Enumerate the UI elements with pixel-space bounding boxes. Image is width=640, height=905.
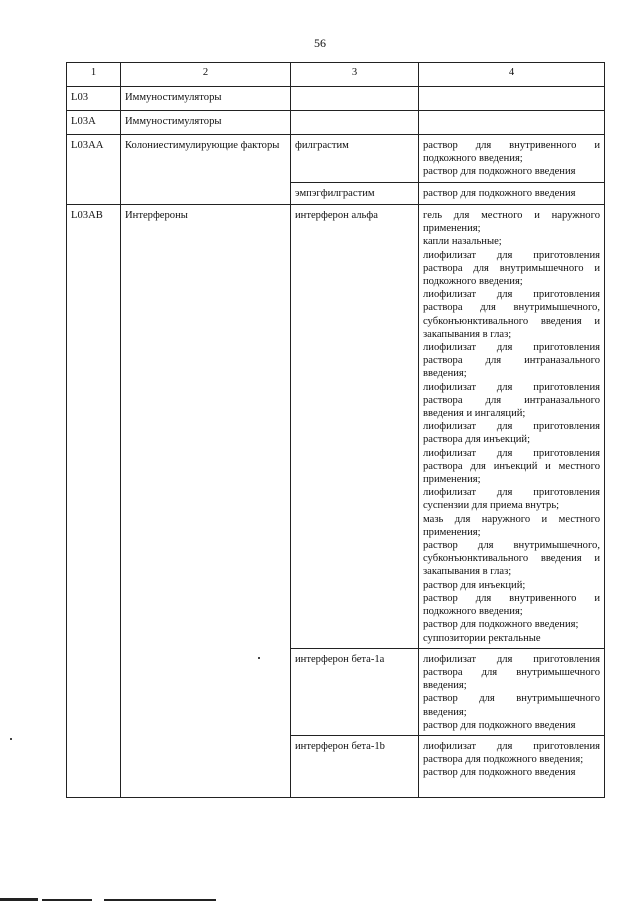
scan-dot — [10, 738, 12, 740]
dosage-form: лиофилизат для приготовления раствора для интраназального введения; — [423, 342, 600, 380]
column-header: 2 — [121, 63, 291, 87]
scan-artifact — [104, 899, 216, 901]
dosage-form: раствор для подкожного введения — [423, 719, 576, 731]
dosage-forms — [419, 648, 605, 735]
dosage-form: раствор для внутримышечного, субконъюнктивального введения и закапывания в глаз; — [423, 540, 600, 578]
table-header-row — [67, 63, 605, 87]
dosage-forms — [419, 735, 605, 797]
atc-code: L03A — [67, 111, 121, 135]
drug-name: интерферон альфа — [291, 205, 419, 649]
table-row — [67, 135, 605, 183]
dosage-form: раствор для внутривенного и подкожного введения; — [423, 140, 600, 165]
dosage-form: лиофилизат для приготовления раствора для интраназального введения и ингаляций; — [423, 381, 600, 420]
dosage-form: раствор для внутривенного и подкожного введения; — [423, 592, 600, 618]
group-name: Колониестимулирующие факторы — [121, 135, 291, 205]
group-name: Иммуностимуляторы — [121, 87, 291, 111]
dosage-forms — [419, 135, 605, 183]
dosage-form: раствор для внутримышечного введения; — [423, 693, 600, 718]
dosage-form: лиофилизат для приготовления раствора для инъекций; — [423, 421, 600, 446]
drug-table — [66, 62, 605, 798]
scan-artifact — [42, 899, 92, 901]
atc-code: L03AA — [67, 135, 121, 205]
dosage-form: лиофилизат для приготовления раствора для внутримышечного введения; — [423, 653, 600, 692]
table-row — [67, 205, 605, 649]
dosage-form: мазь для наружного и местного применения; — [423, 513, 600, 538]
dosage-form: лиофилизат для приготовления раствора для инъекций и местного применения; — [423, 447, 600, 486]
table-row — [67, 111, 605, 135]
dosage-forms — [419, 205, 605, 649]
dosage-form: лиофилизат для приготовления раствора для подкожного введения; — [423, 740, 600, 766]
drug-name: интерферон бета-1b — [291, 735, 419, 797]
page-number: 56 — [314, 36, 326, 50]
dosage-form: лиофилизат для приготовления суспензии для приема внутрь; — [423, 487, 600, 512]
dosage-forms — [419, 87, 605, 111]
drug-name — [291, 87, 419, 111]
dosage-form: раствор для инъекций; — [423, 579, 526, 591]
dosage-form: раствор для подкожного введения — [423, 166, 576, 178]
table-row — [67, 87, 605, 111]
atc-code: L03AB — [67, 205, 121, 798]
dosage-form: раствор для подкожного введения — [423, 767, 576, 779]
dosage-form: капли назальные; — [423, 236, 502, 248]
dosage-forms — [419, 183, 605, 205]
dosage-form: раствор для подкожного введения; — [423, 619, 579, 631]
atc-code: L03 — [67, 87, 121, 111]
drug-name: филграстим — [291, 135, 419, 183]
column-header: 1 — [67, 63, 121, 87]
scan-dot — [258, 657, 260, 659]
dosage-form: лиофилизат для приготовления раствора для внутримышечного и подкожного введения; — [423, 249, 600, 288]
dosage-form: гель для местного и наружного применения; — [423, 210, 600, 235]
group-name: Иммуностимуляторы — [121, 111, 291, 135]
drug-name: эмпэгфилграстим — [291, 183, 419, 205]
group-name: Интерфероны — [121, 205, 291, 798]
dosage-form: раствор для подкожного введения — [423, 188, 576, 199]
dosage-forms — [419, 111, 605, 135]
drug-name — [291, 111, 419, 135]
column-header: 3 — [291, 63, 419, 87]
scan-artifact — [0, 898, 38, 901]
drug-name: интерферон бета-1a — [291, 648, 419, 735]
column-header: 4 — [419, 63, 605, 87]
dosage-form: лиофилизат для приготовления раствора для внутримышечного, субконъюнктивального введения и закапывания в глаз; — [423, 289, 600, 340]
dosage-form: суппозитории ректальные — [423, 632, 541, 644]
